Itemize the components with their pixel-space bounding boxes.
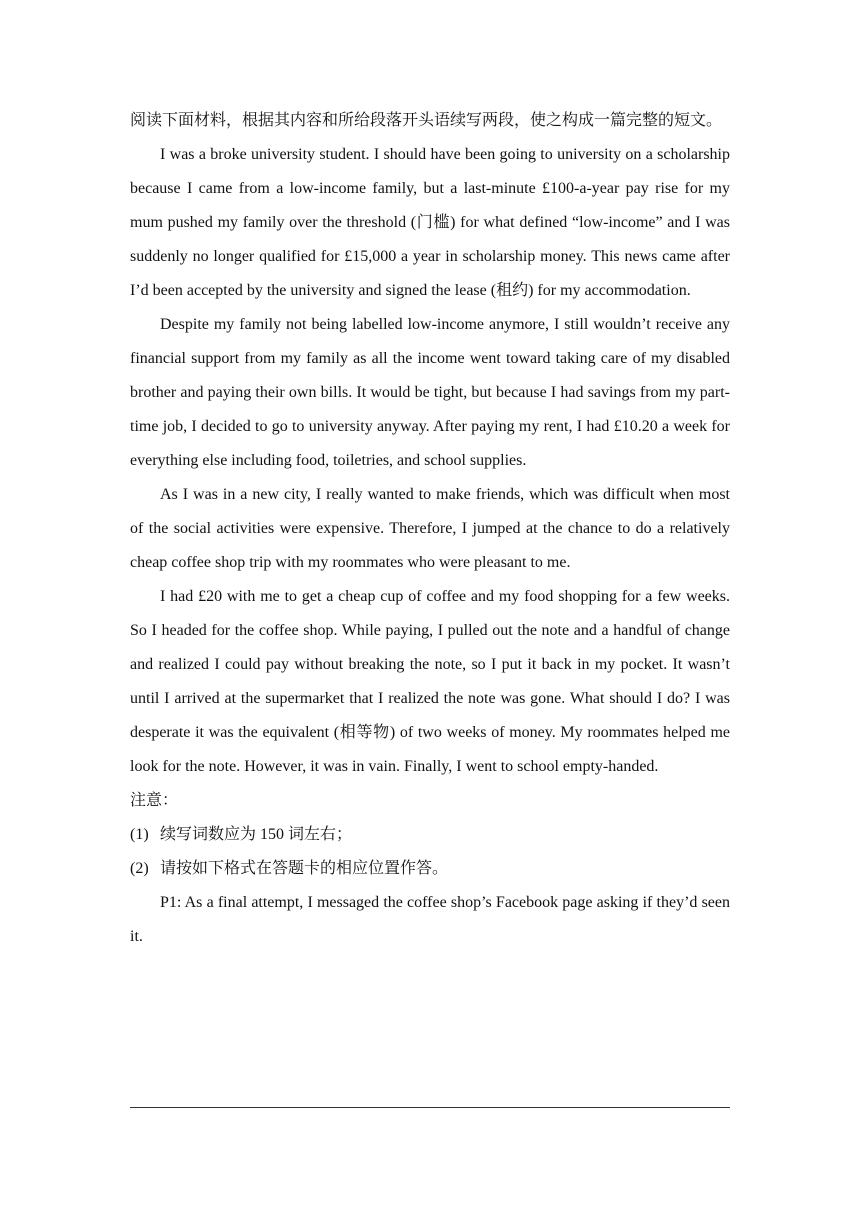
instruction-text: 阅读下面材料，根据其内容和所给段落开头语续写两段，使之构成一篇完整的短文。 (130, 112, 723, 129)
passage-paragraph-1: I was a broke university student. I should have been going to university on a scholarship because I came from a low-income family, but a last-minute £100-a-year pay rise for my mum pushed my family over the threshold (门槛) for what defined “low-income” and I was suddenly no longer qualified for £15,000 a year in scholarship money. This news came after I’d been accepted by the university and signed the lease (租约) for my accommodation. (130, 146, 730, 299)
note-item-2-number: (2) (130, 860, 149, 877)
note-item-2-text: 请按如下格式在答题卡的相应位置作答。 (160, 860, 449, 877)
answer-writing-line[interactable] (130, 1107, 730, 1108)
note-item-1-text: 续写词数应为 150 词左右； (160, 826, 353, 843)
note-item-2 (130, 852, 730, 886)
passage-paragraph-4: I had £20 with me to get a cheap cup of coffee and my food shopping for a few weeks. So I headed for the coffee shop. While paying, I pulled out the note and a handful of change and realized I could pay without breaking the note, so I put it back in my pocket. It wasn’t until I arrived at the supermarket that I realized the note was gone. What should I do? I was desperate it was the equivalent (相等物) of two weeks of money. My roommates helped me look for the note. However, it was in vain. Finally, I went to school empty-handed. (130, 588, 730, 775)
document-page (130, 104, 730, 954)
continuation-prompt-p1: P1: As a final attempt, I messaged the coffee shop’s Facebook page asking if they’d seen it. (130, 894, 730, 945)
passage-paragraph-2: Despite my family not being labelled low-income anymore, I still wouldn’t receive any financial support from my family as all the income went toward taking care of my disabled brother and paying their own bills. It would be tight, but because I had savings from my part-time job, I decided to go to university anyway. After paying my rent, I had £10.20 a week for everything else including food, toiletries, and school supplies. (130, 316, 730, 469)
passage-paragraph-3: As I was in a new city, I really wanted to make friends, which was difficult when most of the social activities were expensive. Therefore, I jumped at the chance to do a relatively cheap coffee shop trip with my roommates who were pleasant to me. (130, 486, 730, 571)
notes-heading: 注意： (130, 792, 179, 809)
note-item-1-number: (1) (130, 826, 149, 843)
note-item-1 (130, 818, 730, 852)
